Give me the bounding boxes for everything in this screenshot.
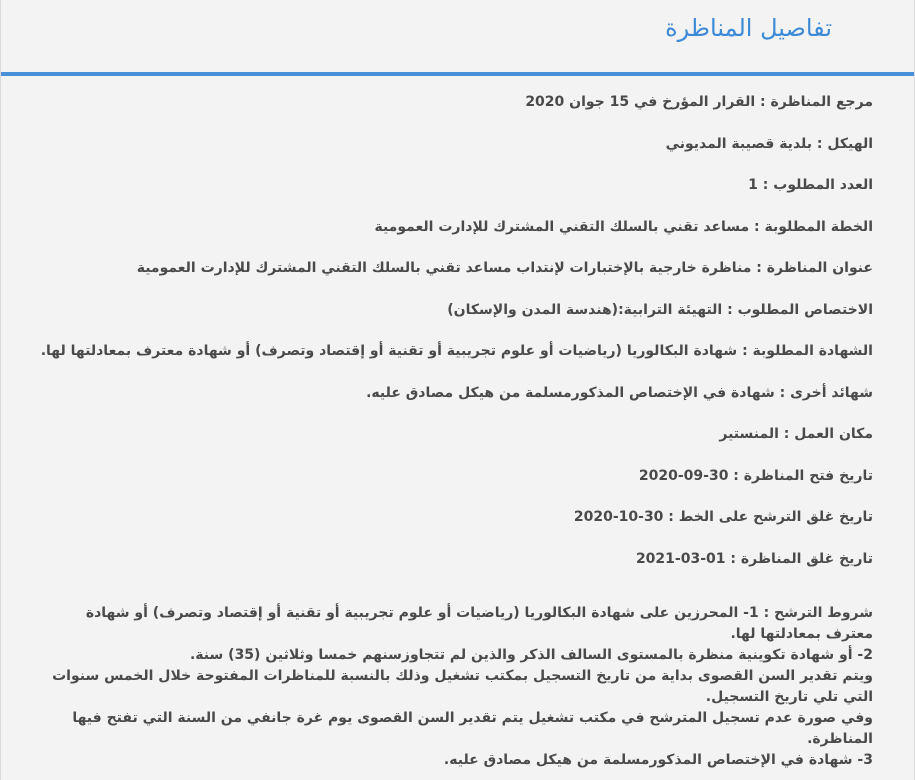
detail-job-title: الخطة المطلوبة : مساعد تقني بالسلك التقني المشترك للإدارت العمومية: [374, 218, 873, 235]
detail-other-degrees: شهائد أخرى : شهادة في الإختصاص المذكورمسلمة من هيكل مصادق عليه.: [366, 384, 873, 401]
detail-positions-count: العدد المطلوب : 1: [748, 177, 873, 193]
panel-header: [1, 0, 914, 76]
detail-online-closing-date: تاريخ غلق الترشح على الخط : 30-10-2020: [573, 509, 873, 525]
page-title: تفاصيل المناظرة: [665, 14, 832, 42]
detail-reference: مرجع المناظرة : القرار المؤرخ في 15 جوان 2020: [525, 94, 873, 110]
eligibility-conditions: [39, 603, 873, 771]
condition-paragraph: 2- أو شهادة تكوينية منظرة بالمستوى السالف الذكر والذين لم تتجاوزسنهم خمسا وثلاثين (35) سنة.: [189, 647, 873, 663]
detail-specialty: الاختصاص المطلوب : التهيئة الترابية:(هندسة المدن والإسكان): [447, 301, 873, 318]
condition-paragraph: شروط الترشح : 1- المحرزين على شهادة البكالوريا (رياضيات أو علوم تجريبية أو تقنية أو إقتصاد وتصرف) أو شهادة معترف بمعادلتها لها.: [85, 605, 873, 642]
condition-paragraph: 3- شهادة في الإختصاص المذكورمسلمة من هيكل مصادق عليه.: [443, 752, 873, 768]
detail-institution: الهيكل : بلدية قصيبة المديوني: [665, 135, 873, 152]
detail-contest-closing-date: تاريخ غلق المناظرة : 01-03-2021: [635, 550, 873, 567]
condition-paragraph: ويتم تقدير السن القصوى بداية من تاريخ التسجيل بمكتب تشغيل وذلك بالنسبة للمناظرات المفتوحة خلال الخمس سنوات التي تلي تاريخ التسجيل.: [52, 668, 873, 705]
detail-contest-name: عنوان المناظرة : مناظرة خارجية بالإختبارات لإنتداب مساعد تقني بالسلك التقني المشترك للإدارت العمومية: [136, 260, 873, 276]
details-list: [40, 92, 873, 590]
detail-required-degree: الشهادة المطلوبة : شهادة البكالوريا (رياضيات أو علوم تجريبية أو تقنية أو إقتصاد وتصرف) أو شهادة معترف بمعادلتها لها.: [40, 343, 873, 359]
condition-paragraph: وفي صورة عدم تسجيل المترشح في مكتب تشغيل يتم تقدير السن القصوى يوم غرة جانفي من السنة التي تفتح فيها المناظرة.: [72, 710, 873, 747]
detail-workplace: مكان العمل : المنستير: [719, 426, 873, 442]
detail-opening-date: تاريخ فتح المناظرة : 30-09-2020: [638, 467, 873, 484]
